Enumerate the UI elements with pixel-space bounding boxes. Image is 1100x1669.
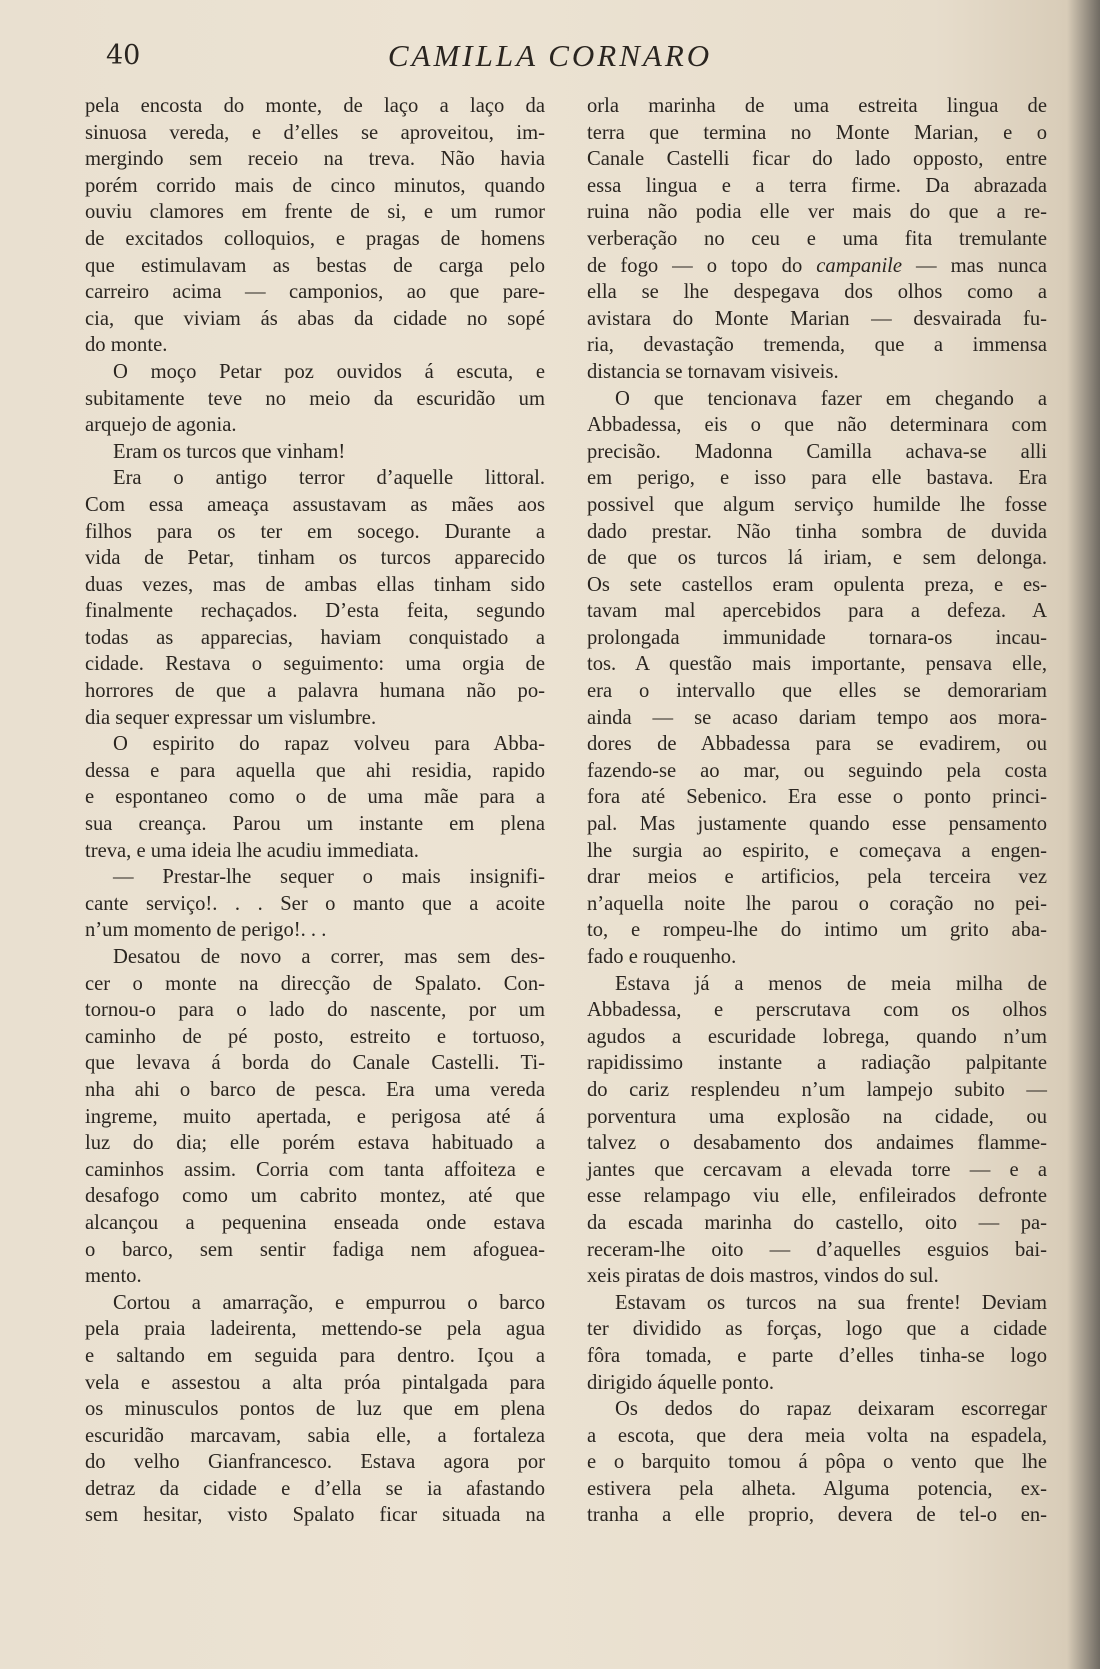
text-line: Eram os turcos que vinham!	[113, 440, 346, 463]
text-line: cidade. Restava o seguimento: uma orgia de	[85, 653, 545, 676]
text-line: e o barquito tomou á pôpa o vento que lhe	[587, 1451, 1047, 1474]
text-line: dores de Abbadessa para se evadirem, ou	[587, 733, 1047, 756]
text-line: ingreme, muito apertada, e perigosa até á	[85, 1105, 545, 1128]
text-line: receram-lhe oito — d’aquelles esguios bai-	[587, 1238, 1047, 1261]
text-line: ainda — se acaso dariam tempo aos mora-	[587, 706, 1047, 729]
text-line: Os dedos do rapaz deixaram escorregar	[615, 1398, 1047, 1421]
text-line: o barco, sem sentir fadiga nem afoguea-	[85, 1238, 545, 1261]
text-line: em perigo, e isso para elle bastava. Era	[587, 467, 1047, 490]
text-line: cante serviço!. . . Ser o manto que a acoite	[85, 892, 545, 915]
text-line: tranha a elle proprio, devera de tel-o en-	[587, 1504, 1047, 1527]
text-line: nha ahi o barco de pesca. Era uma vereda	[85, 1078, 545, 1101]
text-line: Era o antigo terror d’aquelle littoral.	[113, 467, 545, 490]
text-line: fazendo-se ao mar, ou seguindo pela costa	[587, 759, 1047, 782]
text-line: de fogo — o topo do campanile — mas nunca	[587, 254, 1047, 277]
text-line: drar meios e artificios, pela terceira vez	[587, 866, 1047, 889]
text-line: rapidissimo instante a radiação palpitante	[587, 1052, 1047, 1075]
text-line: vela e assestou a alta próa pintalgada para	[85, 1371, 545, 1394]
text-line: detraz da cidade e d’ella se ia afastando	[85, 1477, 545, 1500]
text-line: ouviu clamores em frente de si, e um rumor	[85, 201, 545, 224]
page-number: 40	[106, 40, 141, 71]
text-line: pela encosta do monte, de laço a laço da	[85, 95, 545, 117]
text-line: Canale Castelli ficar do lado opposto, entre	[587, 148, 1047, 171]
text-line: Estava já a menos de meia milha de	[615, 972, 1047, 995]
text-line: era o intervallo que elles se demorariam	[587, 680, 1047, 703]
text-line: e espontaneo como o de uma mãe para a	[85, 786, 545, 809]
text-line: que estimulavam as bestas de carga pelo	[85, 254, 545, 277]
text-line: mergindo sem receio na treva. Não havia	[85, 148, 545, 171]
text-line: n’aquella noite lhe parou o coração no pei-	[587, 892, 1047, 915]
text-line: ruina não podia elle ver mais do que a re-	[587, 201, 1047, 224]
text-line: O que tencionava fazer em chegando a	[615, 387, 1047, 410]
text-line: jantes que cercavam a elevada torre — e a	[587, 1158, 1047, 1181]
text-line: cer o monte na direcção de Spalato. Con-	[85, 972, 545, 995]
text-line: distancia se tornavam visiveis.	[587, 360, 839, 383]
text-line: fôra tomada, e parte d’elles tinha-se logo	[587, 1344, 1047, 1367]
text-line: escuridão marcavam, sabia elle, a fortaleza	[85, 1424, 545, 1447]
text-line: treva, e uma ideia lhe acudiu immediata.	[85, 839, 419, 862]
text-line: ria, devastação tremenda, que a immensa	[587, 334, 1047, 357]
text-line: Abbadessa, e perscrutava com os olhos	[587, 999, 1047, 1022]
text-line: duas vezes, mas de ambas ellas tinham sido	[85, 573, 545, 596]
text-line: porém corrido mais de cinco minutos, quando	[85, 174, 545, 197]
text-line: dirigido áquelle ponto.	[587, 1371, 775, 1394]
text-line: arquejo de agonia.	[85, 414, 237, 437]
italic-word: campanile	[816, 254, 903, 277]
text-line: Abbadessa, eis o que não determinara com	[587, 414, 1047, 437]
text-line: lhe surgia ao espirito, e começava a engen-	[587, 839, 1047, 862]
text-line: do cariz resplendeu n’um lampejo subito —	[587, 1078, 1047, 1101]
text-line: n’um momento de perigo!. . .	[85, 919, 327, 942]
text-column-right	[587, 93, 1047, 1529]
text-line: Estavam os turcos na sua frente! Deviam	[615, 1291, 1047, 1314]
text-column-left	[85, 93, 545, 1529]
text-line: Com essa ameaça assustavam as mães aos	[85, 493, 545, 516]
text-line: filhos para os ter em socego. Durante a	[85, 520, 545, 543]
text-line: os minusculos pontos de luz que em plena	[85, 1398, 545, 1421]
text-line: cia, que viviam ás abas da cidade no sopé	[85, 307, 545, 330]
text-line: do velho Gianfrancesco. Estava agora por	[85, 1451, 545, 1474]
text-line: ella se lhe despegava dos olhos como a	[587, 281, 1047, 304]
text-line: horrores de que a palavra humana não po-	[85, 680, 545, 703]
text-line: dia sequer expressar um vislumbre.	[85, 706, 377, 729]
text-line: O espirito do rapaz volveu para Abba-	[113, 733, 545, 756]
text-line: a escota, que dera meia volta na espadela,	[587, 1424, 1047, 1447]
text-line: precisão. Madonna Camilla achava-se alli	[587, 440, 1047, 463]
running-title: CAMILLA CORNARO	[387, 38, 713, 73]
text-line: mento.	[85, 1265, 142, 1288]
text-line: de excitados colloquios, e pragas de homens	[85, 227, 545, 250]
text-line: agudos a escuridade lobrega, quando n’um	[587, 1025, 1047, 1048]
text-line: luz do dia; elle porém estava habituado a	[85, 1132, 545, 1155]
text-line: ter dividido as forças, logo que a cidade	[587, 1318, 1047, 1341]
text-line: esse relampago viu elle, enfileirados defronte	[587, 1185, 1047, 1208]
text-line: subitamente teve no meio da escuridão um	[85, 387, 545, 410]
text-line: dessa e para aquella que ahi residia, rapido	[85, 759, 545, 782]
text-line: talvez o desabamento dos andaimes flamme-	[587, 1132, 1047, 1155]
text-line: finalmente rechaçados. D’esta feita, segundo	[85, 600, 545, 623]
text-line: todas as apparecias, haviam conquistado a	[85, 626, 545, 649]
text-line: to, e rompeu-lhe do intimo um grito aba-	[587, 919, 1047, 942]
page-header	[0, 36, 1100, 80]
text-line: verberação no ceu e uma fita tremulante	[587, 227, 1047, 250]
text-line: caminhos assim. Corria com tanta affoiteza e	[85, 1158, 545, 1181]
text-line: xeis piratas de dois mastros, vindos do sul.	[587, 1265, 939, 1288]
text-line: — Prestar-lhe sequer o mais insignifi-	[113, 866, 545, 889]
text-line: carreiro acima — camponios, ao que pare-	[85, 281, 545, 304]
text-line: Cortou a amarração, e empurrou o barco	[113, 1291, 545, 1314]
text-line: que levava á borda do Canale Castelli. Ti-	[85, 1052, 545, 1075]
text-line: e saltando em seguida para dentro. Içou a	[85, 1344, 545, 1367]
text-line: porventura uma explosão na cidade, ou	[587, 1105, 1047, 1128]
text-line: tornou-o para o lado do nascente, por um	[85, 999, 545, 1022]
text-line: tavam mal apercebidos para a defeza. A	[587, 600, 1047, 623]
text-line: fado e rouquenho.	[587, 946, 737, 968]
text-line: do monte.	[85, 334, 168, 357]
text-line: sinuosa vereda, e d’elles se aproveitou, im-	[85, 121, 545, 144]
text-line: Os sete castellos eram opulenta preza, e es-	[587, 573, 1047, 596]
text-line: estivera pela alheta. Alguma potencia, ex-	[587, 1477, 1047, 1500]
text-line: desafogo como um cabrito montez, até que	[85, 1185, 545, 1208]
text-line: essa lingua e a terra firme. Da abrazada	[587, 174, 1047, 197]
text-line: possivel que algum serviço humilde lhe fosse	[587, 493, 1047, 516]
text-line: caminho de pé posto, estreito e tortuoso,	[85, 1025, 545, 1048]
text-line: avistara do Monte Marian — desvairada fu-	[587, 307, 1047, 330]
text-line: Desatou de novo a correr, mas sem des-	[113, 946, 545, 968]
text-line: alcançou a pequenina enseada onde estava	[85, 1211, 545, 1234]
text-line: terra que termina no Monte Marian, e o	[587, 121, 1047, 144]
text-line: sua creança. Parou um instante em plena	[85, 813, 545, 836]
text-line: fora até Sebenico. Era esse o ponto princi-	[587, 786, 1047, 809]
text-line: de que os turcos lá iriam, e sem delonga.	[587, 547, 1047, 570]
text-line: da escada marinha do castello, oito — pa-	[587, 1211, 1047, 1234]
text-line: vida de Petar, tinham os turcos apparecido	[85, 547, 545, 570]
text-line: dado prestar. Não tinha sombra de duvida	[587, 520, 1047, 543]
text-line: pela praia ladeirenta, mettendo-se pela agua	[85, 1318, 545, 1341]
text-line: O moço Petar poz ouvidos á escuta, e	[113, 360, 545, 383]
text-line: sem hesitar, visto Spalato ficar situada na	[85, 1504, 545, 1527]
text-line: orla marinha de uma estreita lingua de	[587, 95, 1047, 117]
text-line: pal. Mas justamente quando esse pensamento	[587, 813, 1047, 836]
text-line: prolongada immunidade tornara-os incau-	[587, 626, 1047, 649]
text-line: tos. A questão mais importante, pensava elle,	[587, 653, 1047, 676]
